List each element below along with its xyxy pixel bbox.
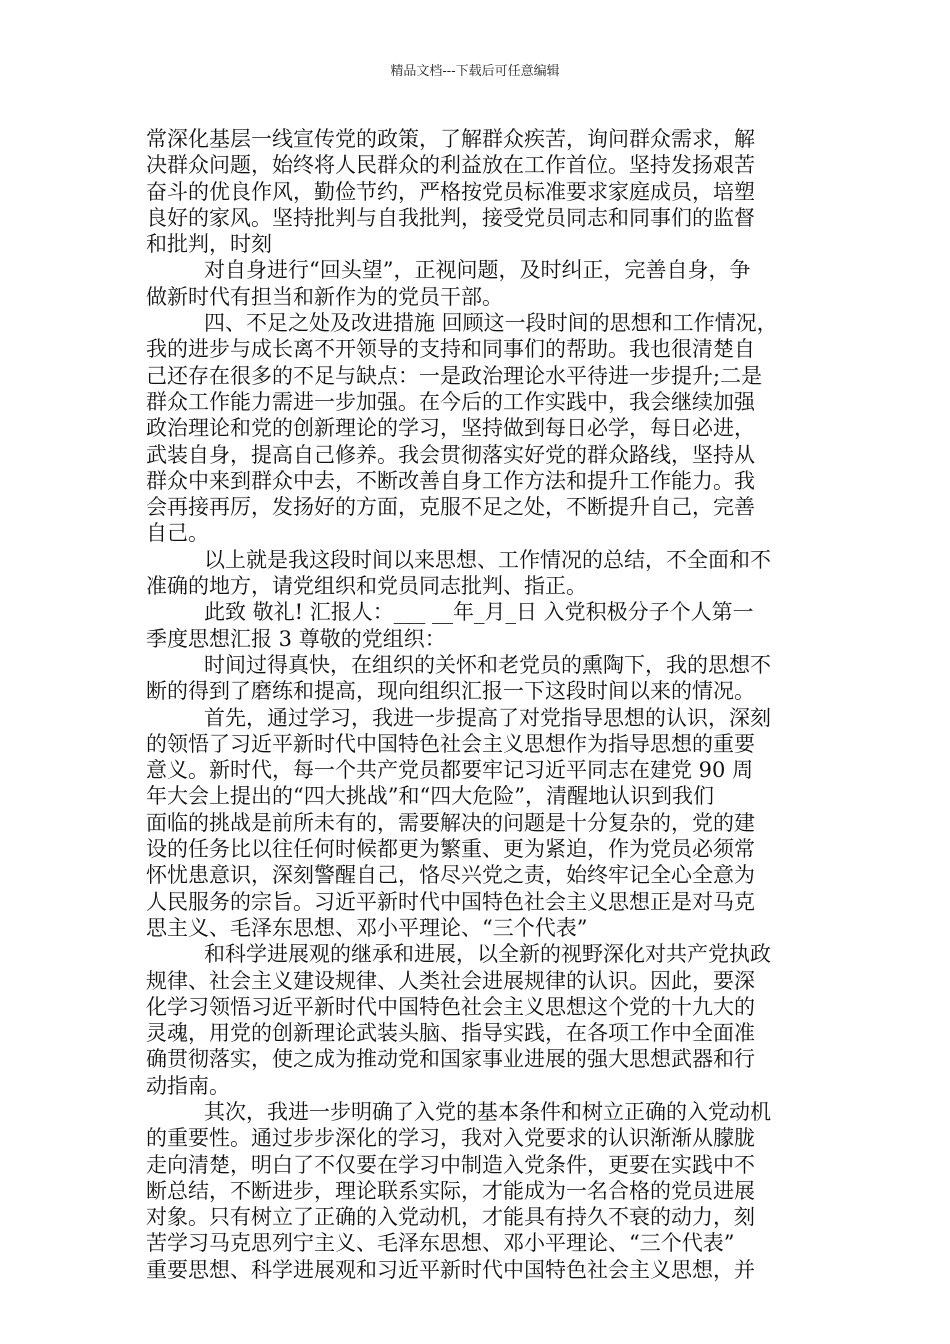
text-line: 面临的挑战是前所未有的，需要解决的问题是十分复杂的，党的建 xyxy=(146,810,755,835)
text-line: 思主义、毛泽东思想、邓小平理论、“三个代表” xyxy=(146,915,588,940)
text-line: 良好的家风。坚持批判与自我批判，接受党员同志和同事们的监督 xyxy=(146,205,755,230)
document-body xyxy=(146,126,808,1283)
text-line: 奋斗的优良作风，勤俭节约，严格按党员标准要求家庭成员，培塑 xyxy=(146,179,755,204)
text-line: 对象。只有树立了正确的入党动机，才能具有持久不衰的动力，刻 xyxy=(146,1205,755,1230)
text-line: 此致 敬礼! 汇报人：___ __年_月_日 入党积极分子个人第一 xyxy=(204,600,754,625)
text-line: 会再接再厉，发扬好的方面，克服不足之处，不断提升自己，完善 xyxy=(146,495,755,520)
text-line: 群众工作能力需进一步加强。在今后的工作实践中，我会继续加强 xyxy=(146,389,755,414)
text-line: 以上就是我这段时间以来思想、工作情况的总结，不全面和不 xyxy=(204,547,771,572)
text-line: 断的得到了磨练和提高，现向组织汇报一下这段时间以来的情况。 xyxy=(146,679,755,704)
text-line: 动指南。 xyxy=(146,1073,230,1098)
text-line: 苦学习马克思列宁主义、毛泽东思想、邓小平理论、“三个代表” xyxy=(146,1231,735,1256)
text-line: 和科学进展观的继承和进展，以全新的视野深化对共产党执政 xyxy=(204,942,771,967)
text-line: 其次，我进一步明确了入党的基本条件和树立正确的入党动机 xyxy=(204,1099,771,1124)
text-line: 群众中来到群众中去，不断改善自身工作方法和提升工作能力。我 xyxy=(146,468,755,493)
text-line: 年大会上提出的“四大挑战”和“四大危险”，清醒地认识到我们 xyxy=(146,784,714,809)
text-line: 时间过得真快，在组织的关怀和老党员的熏陶下，我的思想不 xyxy=(204,652,771,677)
text-line: 自己。 xyxy=(146,521,209,546)
text-line: 确贯彻落实，使之成为推动党和国家事业进展的强大思想武器和行 xyxy=(146,1047,755,1072)
text-line: 意义。新时代，每一个共产党员都要牢记习近平同志在建党 90 周 xyxy=(146,758,754,783)
text-line: 常深化基层一线宣传党的政策，了解群众疾苦，询问群众需求，解 xyxy=(146,127,755,151)
text-line: 己还存在很多的不足与缺点：一是政治理论水平待进一步提升;二是 xyxy=(146,363,763,388)
text-line: 武装自身，提高自己修养。我会贯彻落实好党的群众路线，坚持从 xyxy=(146,442,755,467)
text-line: 重要思想、科学进展观和习近平新时代中国特色社会主义思想，并 xyxy=(146,1257,755,1282)
text-line: 怀忧患意识，深刻警醒自己，恪尽兴党之责，始终牢记全心全意为 xyxy=(146,863,755,888)
text-line: 设的任务比以往任何时候都更为繁重、更为紧迫，作为党员必须常 xyxy=(146,837,755,862)
text-line: 化学习领悟习近平新时代中国特色社会主义思想这个党的十九大的 xyxy=(146,994,755,1019)
text-line: 和批判，时刻 xyxy=(146,232,272,257)
text-line: 季度思想汇报 3 尊敬的党组织： xyxy=(146,626,446,651)
text-line: 的领悟了习近平新时代中国特色社会主义思想作为指导思想的重要 xyxy=(146,731,755,756)
text-line: 断总结，不断进步，理论联系实际，才能成为一名合格的党员进展 xyxy=(146,1178,755,1203)
text-line: 我的进步与成长离不开领导的支持和同事们的帮助。我也很清楚自 xyxy=(146,337,755,362)
text-line: 人民服务的宗旨。习近平新时代中国特色社会主义思想正是对马克 xyxy=(146,889,755,914)
text-line: 走向清楚，明白了不仅要在学习中制造入党条件，更要在实践中不 xyxy=(146,1152,755,1177)
text-line: 对自身进行“回头望”，正视问题，及时纠正，完善自身，争 xyxy=(204,258,751,283)
text-line: 四、不足之处及改进措施 回顾这一段时间的思想和工作情况， xyxy=(204,311,778,336)
text-line: 的重要性。通过步步深化的学习，我对入党要求的认识渐渐从朦胧 xyxy=(146,1126,755,1151)
text-line: 首先，通过学习，我进一步提高了对党指导思想的认识，深刻 xyxy=(204,705,771,730)
page-header: 精品文档---下载后可任意编辑 xyxy=(390,64,560,79)
text-line: 灵魂，用党的创新理论武装头脑、指导实践，在各项工作中全面准 xyxy=(146,1021,755,1046)
text-line: 政治理论和党的创新理论的学习，坚持做到每日必学，每日必进， xyxy=(146,416,755,441)
text-line: 规律、社会主义建设规律、人类社会进展规律的认识。因此，要深 xyxy=(146,968,755,993)
text-line: 准确的地方，请党组织和党员同志批判、指正。 xyxy=(146,574,587,599)
text-line: 决群众问题，始终将人民群众的利益放在工作首位。坚持发扬艰苦 xyxy=(146,153,755,178)
text-line: 做新时代有担当和新作为的党员干部。 xyxy=(146,284,503,309)
